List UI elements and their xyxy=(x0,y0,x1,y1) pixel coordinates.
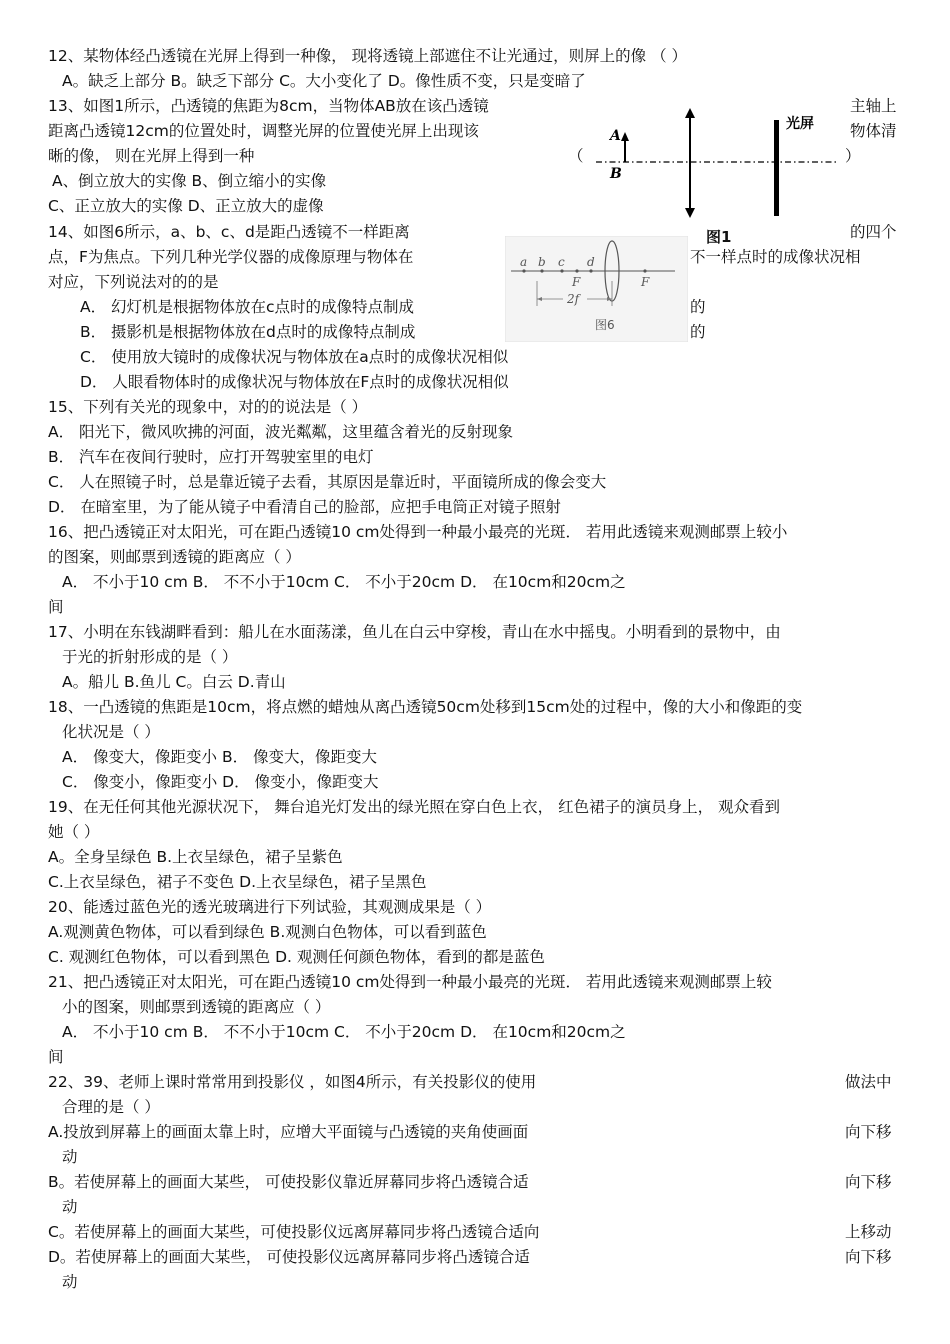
figure-1-caption: 图1 xyxy=(706,228,732,246)
text-line: A.投放到屏幕上的画面太靠上时，应增大平面镜与凸透镜的夹角使画面 xyxy=(48,1123,529,1141)
text-line: 20、能透过蓝色光的透光玻璃进行下列试验，其观测成果是（ ） xyxy=(48,898,492,916)
text-line: C.上衣呈绿色，裙子不变色 D.上衣呈绿色，裙子呈黑色 xyxy=(48,873,427,891)
text-line: 向下移 xyxy=(845,1173,892,1191)
text-line: A． 阳光下，微风吹拂的河面，波光粼粼，这里蕴含着光的反射现象 xyxy=(48,423,514,441)
figure-6-label-f-right: F xyxy=(641,275,650,289)
text-line: 向下移 xyxy=(845,1123,892,1141)
text-line: C。若使屏幕上的画面大某些，可使投影仪远离屏幕同步将凸透镜合适向 xyxy=(48,1223,540,1241)
text-line: 动 xyxy=(62,1198,78,1216)
text-line: C． 像变小，像距变小 D． 像变小，像距变大 xyxy=(62,773,379,791)
text-line: 18、一凸透镜的焦距是10cm，将点燃的蜡烛从离凸透镜50cm处移到15cm处的过程中，像的大小和像距的变 xyxy=(48,698,803,716)
text-line: 的 xyxy=(690,323,706,341)
text-line: 物体清 xyxy=(850,122,897,140)
text-line: 14、如图6所示，a、b、c、d是距凸透镜不一样距离 xyxy=(48,223,410,241)
text-line: 小的图案，则邮票到透镜的距离应（ ） xyxy=(62,998,331,1016)
text-line: 于光的折射形成的是（ ） xyxy=(62,648,238,666)
text-line: 13、如图1所示，凸透镜的焦距为8cm，当物体AB放在该凸透镜 xyxy=(48,97,489,115)
text-line: A。缺乏上部分 B。缺乏下部分 C。大小变化了 D。像性质不变，只是变暗了 xyxy=(62,72,586,90)
text-line: 晰的像， 则在光屏上得到一种 xyxy=(48,147,255,165)
text-line: 21、把凸透镜正对太阳光，可在距凸透镜10 cm处得到一种最小最亮的光斑． 若用此透镜来观测邮票上较 xyxy=(48,973,772,991)
text-line: A． 不小于10 cm B． 不不小于10cm C． 不小于20cm D． 在10cm和20cm之 xyxy=(62,1023,626,1041)
text-line: 17、小明在东钱湖畔看到：船儿在水面荡漾，鱼儿在白云中穿梭，青山在水中摇曳。小明看到的景物中，由 xyxy=(48,623,781,641)
text-line: （ xyxy=(568,147,584,165)
figure-6-label-f-left: F xyxy=(572,275,581,289)
text-line: 的四个 xyxy=(850,223,897,241)
text-line: 22、39、老师上课时常常用到投影仪 ，如图4所示，有关投影仪的使用 xyxy=(48,1073,537,1091)
text-line: D。若使屏幕上的画面大某些， 可使投影仪远离屏幕同步将凸透镜合适 xyxy=(48,1248,530,1266)
figure-6-label-b: b xyxy=(538,255,546,269)
figure-6-caption: 图6 xyxy=(595,318,615,332)
text-line: A． 幻灯机是根据物体放在c点时的成像特点制成 xyxy=(80,298,415,316)
text-line: 19、在无任何其他光源状况下， 舞台追光灯发出的绿光照在穿白色上衣， 红色裙子的演员身上， 观众看到 xyxy=(48,798,781,816)
text-line: C． 使用放大镜时的成像状况与物体放在a点时的成像状况相似 xyxy=(80,348,509,366)
text-line: A。全身呈绿色 B.上衣呈绿色，裙子呈紫色 xyxy=(48,848,343,866)
figure-6-label-c: c xyxy=(558,255,565,269)
text-line: A． 不小于10 cm B． 不不小于10cm C． 不小于20cm D． 在10cm和20cm之 xyxy=(62,573,626,591)
text-line: 的 xyxy=(690,298,706,316)
text-line: 动 xyxy=(62,1148,78,1166)
figure-6-label-d: d xyxy=(587,255,595,269)
text-line: A． 像变大，像距变小 B． 像变大，像距变大 xyxy=(62,748,378,766)
text-line: 点，F为焦点。下列几种光学仪器的成像原理与物体在 xyxy=(48,248,414,266)
text-line: B。若使屏幕上的画面大某些， 可使投影仪靠近屏幕同步将凸透镜合适 xyxy=(48,1173,529,1191)
text-line: C. 观测红色物体，可以看到黑色 D. 观测任何颜色物体，看到的都是蓝色 xyxy=(48,948,545,966)
text-line: 动 xyxy=(62,1273,78,1291)
text-line: D． 人眼看物体时的成像状况与物体放在F点时的成像状况相似 xyxy=(80,373,509,391)
figure-1-label-screen: 光屏 xyxy=(786,116,814,132)
text-line: 主轴上 xyxy=(850,97,897,115)
text-line: C、正立放大的实像 D、正立放大的虚像 xyxy=(48,197,324,215)
text-line: 15、下列有关光的现象中，对的的说法是（ ） xyxy=(48,398,368,416)
text-line: 向下移 xyxy=(845,1248,892,1266)
text-line: 做法中 xyxy=(845,1073,892,1091)
text-line: 对应，下列说法对的的是 xyxy=(48,273,219,291)
text-line: 16、把凸透镜正对太阳光，可在距凸透镜10 cm处得到一种最小最亮的光斑． 若用此透镜来观测邮票上较小 xyxy=(48,523,788,541)
text-line: 12、某物体经凸透镜在光屏上得到一种像， 现将透镜上部遮住不让光通过，则屏上的像 （ ） xyxy=(48,47,688,65)
text-line: A.观测黄色物体，可以看到绿色 B.观测白色物体，可以看到蓝色 xyxy=(48,923,487,941)
text-line: 不一样点时的成像状况相 xyxy=(690,248,861,266)
text-line: 化状况是（ ） xyxy=(62,723,160,741)
text-line: A。船儿 B.鱼儿 C。白云 D.青山 xyxy=(62,673,286,691)
text-line: ） xyxy=(845,147,861,165)
figure-1-label-b: B xyxy=(610,166,622,182)
text-line: 她（ ） xyxy=(48,823,100,841)
text-line: A、倒立放大的实像 B、倒立缩小的实像 xyxy=(52,172,327,190)
text-line: 间 xyxy=(48,598,64,616)
figure-1-diagram xyxy=(588,108,850,220)
text-line: 的图案，则邮票到透镜的距离应（ ） xyxy=(48,548,301,566)
text-line: 合理的是（ ） xyxy=(62,1098,160,1116)
text-line: B． 摄影机是根据物体放在d点时的成像特点制成 xyxy=(80,323,416,341)
text-line: 距离凸透镜12cm的位置处时，调整光屏的位置使光屏上出现该 xyxy=(48,122,479,140)
text-line: D． 在暗室里，为了能从镜子中看清自己的脸部，应把手电筒正对镜子照射 xyxy=(48,498,561,516)
text-line: B． 汽车在夜间行驶时，应打开驾驶室里的电灯 xyxy=(48,448,374,466)
figure-1-label-a: A xyxy=(610,128,621,144)
text-line: 间 xyxy=(48,1048,64,1066)
text-line: C． 人在照镜子时，总是靠近镜子去看，其原因是靠近时，平面镜所成的像会变大 xyxy=(48,473,607,491)
figure-6-label-2f: 2f xyxy=(567,292,580,306)
figure-6-diagram xyxy=(505,236,688,342)
figure-6-label-a: a xyxy=(520,255,528,269)
text-line: 上移动 xyxy=(845,1223,892,1241)
